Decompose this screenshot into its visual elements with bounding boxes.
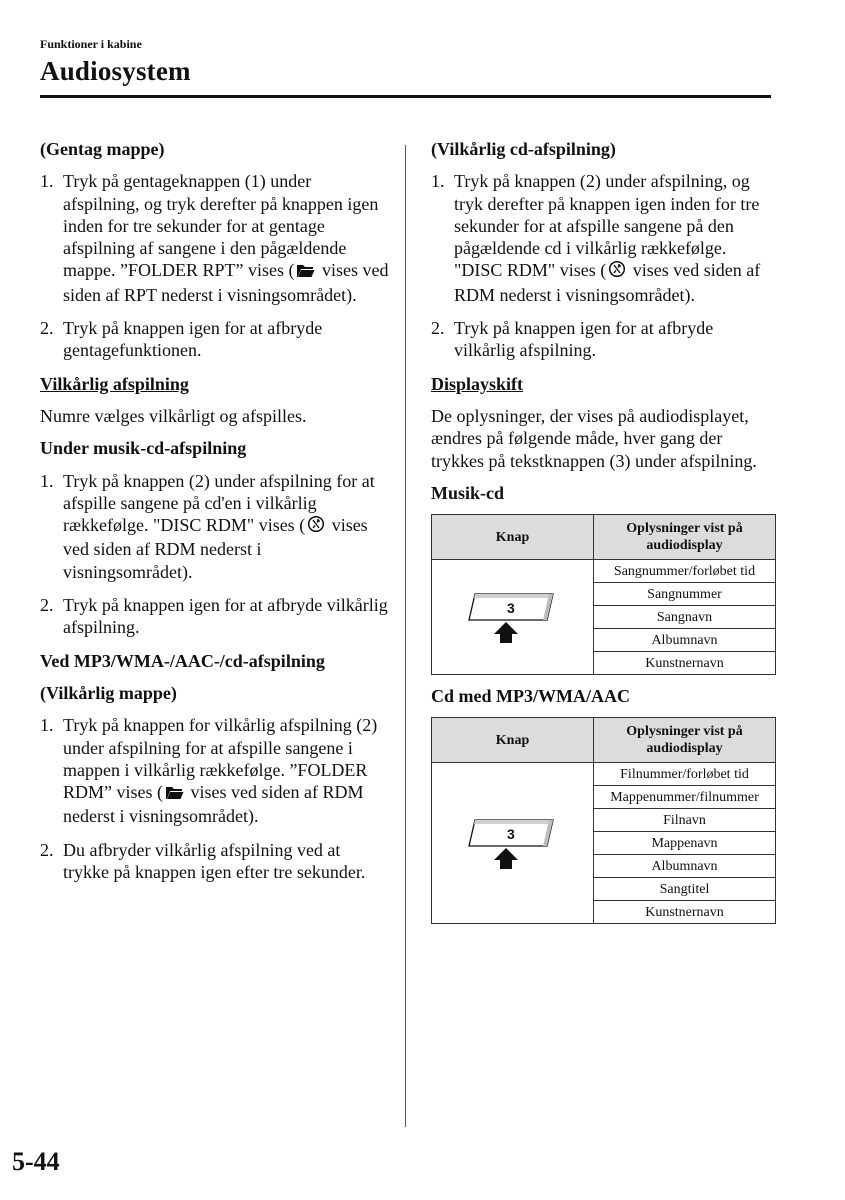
step-number: 2. bbox=[431, 318, 445, 339]
table-header-row bbox=[432, 718, 776, 763]
column-header-info: Oplysninger vist på audiodisplay bbox=[594, 515, 776, 560]
step-number: 1. bbox=[431, 171, 445, 192]
table-cell: Mappenummer/filnummer bbox=[594, 786, 776, 809]
column-header-info: Oplysninger vist på audiodisplay bbox=[594, 718, 776, 763]
table-cell: Sangnummer/forløbet tid bbox=[594, 560, 776, 583]
column-header-button: Knap bbox=[432, 718, 594, 763]
step-text: vises ved siden af RDM nederst i visningsområdet). bbox=[63, 782, 364, 827]
disc-random-icon bbox=[307, 515, 325, 538]
list-item bbox=[40, 170, 390, 306]
folder-icon bbox=[165, 783, 184, 805]
random-folder-heading: (Vilkårlig mappe) bbox=[40, 682, 177, 703]
step-number: 2. bbox=[40, 318, 54, 339]
table-cell: Sangtitel bbox=[594, 878, 776, 901]
step-text: vises ved siden af RDM nederst i visningsområdet). bbox=[63, 515, 368, 582]
mp3-steps bbox=[40, 714, 390, 883]
list-item bbox=[431, 170, 776, 306]
table-cell: Filnummer/forløbet tid bbox=[594, 763, 776, 786]
table-cell: Sangnummer bbox=[594, 583, 776, 606]
repeat-folder-heading: (Gentag mappe) bbox=[40, 139, 165, 159]
list-item bbox=[40, 470, 390, 583]
column-divider bbox=[405, 145, 406, 1127]
table-row bbox=[432, 763, 776, 786]
random-heading: Vilkårlig afspilning bbox=[40, 373, 189, 394]
table-cell: Mappenavn bbox=[594, 832, 776, 855]
title-rule bbox=[40, 95, 771, 98]
step-text: Tryk på knappen igen for at afbryde vilkårlig afspilning. bbox=[454, 318, 714, 361]
music-cd-table-heading: Musik-cd bbox=[431, 482, 505, 503]
step-text: Tryk på gentageknappen (1) under afspilning, og tryk derefter på knappen igen inden for tre sekunder for at gentage afspilning af sangene i den pågældende mappe. ”FOLDER RPT” vises ( bbox=[63, 171, 379, 281]
button-label: 3 bbox=[506, 826, 515, 843]
step-text: Tryk på knappen (2) under afspilning for at afspille sangene på cd'en i vilkårlig rækkefølge. "DISC RDM" vises ( bbox=[63, 470, 375, 536]
step-number: 2. bbox=[40, 595, 54, 616]
column-header-button: Knap bbox=[432, 515, 594, 560]
step-text: vises ved siden af RDM nederst i visningsområdet). bbox=[454, 260, 761, 305]
section-label: Funktioner i kabine bbox=[40, 37, 142, 51]
mp3-table-heading: Cd med MP3/WMA/AAC bbox=[431, 686, 630, 707]
table-cell: Albumnavn bbox=[594, 629, 776, 652]
list-item bbox=[40, 594, 390, 639]
table-header-row bbox=[432, 515, 776, 560]
list-item bbox=[40, 714, 390, 827]
page-number: 5-44 bbox=[12, 1147, 60, 1176]
random-cd-heading: (Vilkårlig cd-afspilning) bbox=[431, 139, 616, 159]
table-row bbox=[432, 560, 776, 583]
step-number: 1. bbox=[40, 171, 54, 192]
list-item bbox=[40, 317, 390, 362]
list-item bbox=[431, 317, 776, 362]
disc-random-icon bbox=[608, 260, 626, 283]
random-cd-steps bbox=[431, 170, 776, 361]
table-cell: Kunstnernavn bbox=[594, 652, 776, 675]
table-cell: Kunstnernavn bbox=[594, 901, 776, 924]
step-text: Tryk på knappen igen for at afbryde gentagefunktionen. bbox=[63, 318, 323, 361]
step-text: Tryk på knappen igen for at afbryde vilkårlig afspilning. bbox=[63, 595, 388, 638]
music-cd-table bbox=[431, 514, 776, 675]
table-cell: Albumnavn bbox=[594, 855, 776, 878]
music-cd-steps bbox=[40, 470, 390, 639]
step-text: Tryk på knappen (2) under afspilning, og tryk derefter på knappen igen inden for tre sekunder for at afspille sangene på den pågældende cd i vilkårlig rækkefølge. "DISC RDM" vises ( bbox=[454, 171, 760, 281]
music-cd-heading: Under musik-cd-afspilning bbox=[40, 438, 247, 459]
display-switch-heading: Displayskift bbox=[431, 373, 524, 394]
step-text: Du afbryder vilkårlig afspilning ved at trykke på knappen igen efter tre sekunder. bbox=[63, 839, 366, 883]
list-item bbox=[40, 839, 390, 884]
table-cell: Sangnavn bbox=[594, 606, 776, 629]
step-text: Tryk på knappen for vilkårlig afspilning (2) under afspilning for at afspille sangene i mappen i vilkårlig rækkefølge. ”FOLDER RDM” vises ( bbox=[63, 715, 378, 803]
right-column bbox=[431, 138, 776, 934]
table-cell: Filnavn bbox=[594, 809, 776, 832]
page-title: Audiosystem bbox=[40, 56, 191, 86]
mp3-heading: Ved MP3/WMA-/AAC-/cd-afspilning bbox=[40, 650, 325, 671]
step-number: 1. bbox=[40, 715, 54, 736]
mp3-table bbox=[431, 717, 776, 924]
step-text: vises ved siden af RPT nederst i visningsområdet). bbox=[63, 260, 389, 305]
left-column bbox=[40, 138, 390, 894]
step-number: 2. bbox=[40, 839, 54, 860]
text-button-illustration bbox=[432, 560, 594, 675]
repeat-folder-steps bbox=[40, 170, 390, 361]
text-button-illustration bbox=[432, 763, 594, 924]
random-intro: Numre vælges vilkårligt og afspilles. bbox=[40, 405, 307, 426]
button-label: 3 bbox=[506, 600, 515, 617]
step-number: 1. bbox=[40, 470, 54, 491]
display-switch-intro: De oplysninger, der vises på audiodisplayet, ændres på følgende måde, hver gang der trykkes på tekstknappen (3) under afspilning. bbox=[431, 405, 757, 471]
folder-icon bbox=[296, 261, 315, 283]
